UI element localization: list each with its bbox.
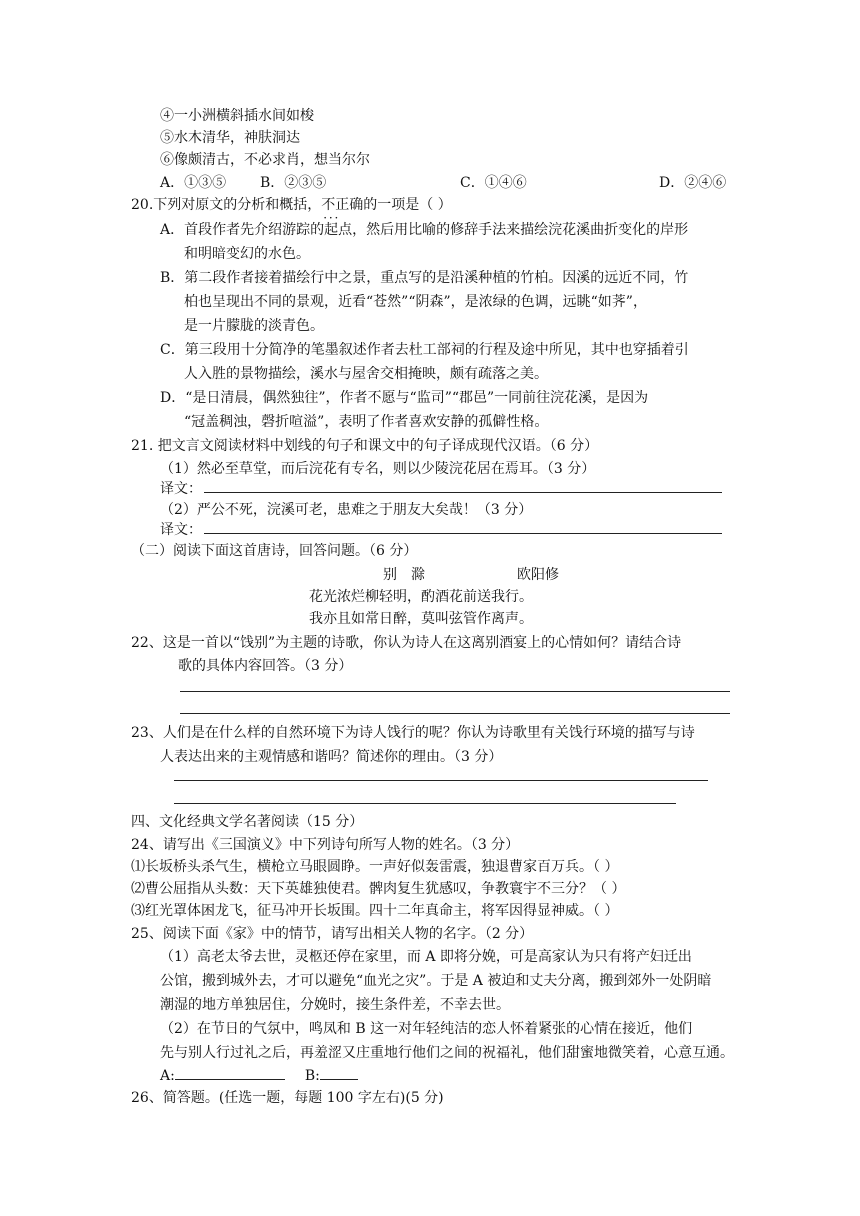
q21-translation-label-1: 译文： [160, 481, 202, 497]
q19-choice-c: C．①④⑥ [460, 175, 527, 191]
q25-stem: 25、阅读下面《家》中的情节，请写出相关人物的名字。（2 分） [131, 926, 534, 942]
q20-option-c-line2: 人入胜的景物描绘，溪水与屋舍交相掩映，颇有疏落之美。 [184, 366, 548, 382]
q25-para1-line3: 潮湿的地方单独居住，分娩时，接生条件差，不幸去世。 [160, 997, 510, 1013]
q20-option-d-line1: D．“是日清晨，偶然独往”，作者不愿与“监司”“郡邑”一同前往浣花溪，是因为 [160, 390, 649, 406]
q20-option-b-line1: B．第二段作者接着描绘行中之景，重点写的是沿溪种植的竹柏。因溪的远近不同，竹 [160, 270, 689, 286]
q20-stem: 20.下列对原文的分析和概括，不正确 · ·的一项是（ ） [131, 195, 452, 215]
option-6: ⑥像颇清古，不必求肖，想当尔尔 [160, 152, 370, 168]
q20-option-a-line1: A．首段作者先介绍游踪的起点，然后用比喻的修辞手法来描绘浣花溪曲折变化的岸形 [160, 222, 689, 238]
section-2-heading: （二）阅读下面这首唐诗，回答问题。（6 分） [131, 543, 418, 559]
q23-line2: 人表达出来的主观情感和谐吗？简述你的理由。（3 分） [160, 749, 503, 765]
q20-option-b-line2: 柏也呈现出不同的景观，近看“苍然”“阴森”，是浓绿的色调，远眺“如荠”， [184, 294, 647, 310]
q19-choice-b: B．②③⑤ [260, 175, 327, 191]
section-4-heading: 四、文化经典文学名著阅读（15 分） [131, 814, 364, 830]
q22-line2: 歌的具体内容回答。（3 分） [178, 658, 353, 674]
q20-option-d-line2: “冠盖稠浊，磬折喧溢”，表明了作者喜欢安静的孤僻性格。 [184, 414, 549, 430]
answer-line[interactable] [174, 780, 708, 781]
option-4: ④一小洲横斜插水间如梭 [160, 108, 314, 124]
poem-title: 别 滁 [383, 567, 425, 583]
q21-translation-label-2: 译文： [160, 522, 202, 538]
q22-line1: 22、这是一首以“饯别”为主题的诗歌，你认为诗人在这离别酒宴上的心情如何？请结合诗 [131, 635, 682, 651]
q26-stem: 26、简答题。(任选一题，每题 100 字左右)(5 分) [131, 1090, 444, 1106]
q25-answer-row [160, 1065, 358, 1085]
poem-line-1: 花光浓烂柳轻明，酌酒花前送我行。 [309, 589, 533, 605]
emphasis-dots: 不正确 · · [321, 197, 363, 213]
q24-stem: 24、请写出《三国演义》中下列诗句所写人物的姓名。（3 分） [131, 837, 520, 853]
q25-para2-line1: （2）在节日的气氛中，鸣凤和 B 这一对年轻纯洁的恋人怀着紧张的心情在接近，他们 [160, 1021, 693, 1037]
q20-option-b-line3: 是一片朦胧的淡青色。 [184, 318, 324, 334]
q21-item-1: （1）然必至草堂，而后浣花有专名，则以少陵浣花居在焉耳。（3 分） [160, 461, 596, 477]
answer-b-blank[interactable] [320, 1065, 358, 1080]
option-5: ⑤水木清华，神肤洞达 [160, 130, 300, 146]
q25-para2-line2: 先与别人行过礼之后，再羞涩又庄重地行他们之间的祝福礼，他们甜蜜地微笑着，心意互通。 [160, 1045, 734, 1061]
poem-author: 欧阳修 [517, 567, 559, 583]
answer-line[interactable] [180, 713, 730, 714]
answer-line[interactable] [204, 533, 722, 534]
answer-a-label: A: [160, 1068, 175, 1084]
poem-line-2: 我亦且如常日醉，莫叫弦管作离声。 [309, 611, 533, 627]
q19-choice-a: A．①③⑤ [160, 175, 227, 191]
q23-line1: 23、人们是在什么样的自然环境下为诗人饯行的呢？你认为诗歌里有关饯行环境的描写与诗 [131, 725, 695, 741]
answer-line[interactable] [204, 492, 722, 493]
q20-option-a-line2: 和明暗变幻的水色。 [184, 246, 310, 262]
answer-a-blank[interactable] [175, 1065, 285, 1080]
answer-line[interactable] [174, 803, 676, 804]
answer-b-label: B: [304, 1068, 320, 1084]
q20-option-c-line1: C．第三段用十分简净的笔墨叙述作者去杜工部祠的行程及途中所见，其中也穿插着引 [160, 342, 689, 358]
q19-choice-d: D．②④⑥ [659, 175, 727, 191]
q21-stem: 21. 把文言文阅读材料中划线的句子和课文中的句子译成现代汉语。（6 分） [131, 438, 599, 454]
q21-item-2: （2）严公不死，浣溪可老，患难之于朋友大矣哉！（3 分） [160, 502, 533, 518]
q24-item-3: ⑶红光罩体困龙飞，征马冲开长坂围。四十二年真命主，将军因得显神威。（ ） [131, 903, 619, 919]
q24-item-2: ⑵曹公屈指从头数：天下英雄独使君。髀肉复生犹感叹，争教寰宇不三分？（ ） [131, 881, 626, 897]
answer-line[interactable] [180, 691, 730, 692]
q24-item-1: ⑴长坂桥头杀气生，横枪立马眼圆睁。一声好似轰雷震，独退曹家百万兵。（ ） [131, 859, 619, 875]
q25-para1-line1: （1）高老太爷去世，灵柩还停在家里，而 A 即将分娩，可是高家认为只有将产妇迁出 [160, 949, 692, 965]
q25-para1-line2: 公馆，搬到城外去，才可以避免“血光之灾”。于是 A 被迫和丈夫分离，搬到郊外一处阴暗 [160, 973, 712, 989]
